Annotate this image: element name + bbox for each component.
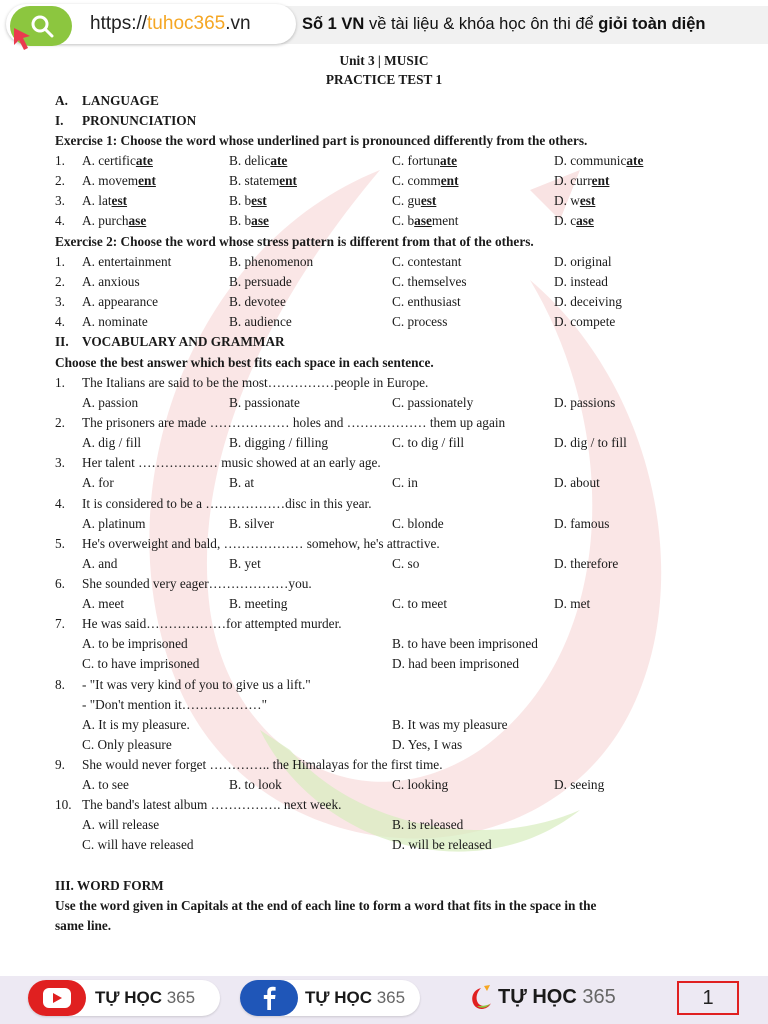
option-d: D. will be released xyxy=(392,837,492,852)
option-b: B. best xyxy=(229,193,267,208)
option-a: A. certificate xyxy=(82,153,153,168)
option-a: A. It is my pleasure. xyxy=(82,717,190,732)
question-text-line-2: - "Don't mention it………………" xyxy=(82,697,267,712)
option-d: D. case xyxy=(554,213,594,228)
site-header xyxy=(0,0,768,52)
facebook-label: TỰ HỌC 365 xyxy=(305,988,406,1007)
section-a-number: A. xyxy=(55,93,68,108)
item-number: 3. xyxy=(55,193,65,208)
option-a: A. meet xyxy=(82,596,125,611)
option-b: B. is released xyxy=(392,817,464,832)
option-c: C. so xyxy=(392,556,420,571)
option-d: D. passions xyxy=(554,395,616,410)
option-a: A. platinum xyxy=(82,516,146,531)
question-number: 2. xyxy=(55,415,65,430)
option-c: C. comment xyxy=(392,173,459,188)
option-c: C. looking xyxy=(392,777,449,792)
exercise-2-instruction: Exercise 2: Choose the word whose stress pattern is different from that of the others. xyxy=(55,234,534,249)
option-c: C. to meet xyxy=(392,596,448,611)
question-number: 1. xyxy=(55,375,65,390)
option-c: C. process xyxy=(392,314,448,329)
item-number: 2. xyxy=(55,274,65,289)
option-b: B. persuade xyxy=(229,274,292,289)
youtube-badge xyxy=(28,980,86,1016)
word-form-instruction-line-1: Use the word given in Capitals at the end of each line to form a word that fits in the space in the xyxy=(55,898,597,913)
option-a: A. and xyxy=(82,556,118,571)
option-b: B. It was my pleasure xyxy=(392,717,508,732)
option-d: D. Yes, I was xyxy=(392,737,463,752)
section-i-heading: PRONUNCIATION xyxy=(82,113,197,128)
option-d: D. communicate xyxy=(554,153,644,168)
word-form-instruction-line-2: same line. xyxy=(55,918,112,933)
option-b: B. digging / filling xyxy=(229,435,328,450)
option-b: B. yet xyxy=(229,556,261,571)
option-c: C. fortunate xyxy=(392,153,457,168)
facebook-icon xyxy=(240,980,298,1016)
question-text: He was said………………for attempted murder. xyxy=(82,616,342,631)
option-a: A. latest xyxy=(82,193,128,208)
option-c: C. guest xyxy=(392,193,437,208)
option-a: A. to be imprisoned xyxy=(82,636,188,651)
option-d: D. dig / to fill xyxy=(554,435,627,450)
option-b: B. to look xyxy=(229,777,282,792)
question-number: 7. xyxy=(55,616,65,631)
youtube-icon xyxy=(28,980,86,1016)
option-d: D. current xyxy=(554,173,610,188)
section-iii-heading: III. WORD FORM xyxy=(55,878,164,893)
facebook-button[interactable] xyxy=(240,980,420,1016)
option-d: D. west xyxy=(554,193,596,208)
option-b: B. passionate xyxy=(229,395,300,410)
site-tagline: Số 1 VN về tài liệu & khóa học ôn thi để giỏi toàn diện xyxy=(302,15,706,33)
option-d: D. met xyxy=(554,596,591,611)
option-c: C. basement xyxy=(392,213,459,228)
question-text: The Italians are said to be the most……………people in Europe. xyxy=(82,375,429,390)
page-number: 1 xyxy=(677,981,739,1015)
option-a: A. will release xyxy=(82,817,160,832)
option-d: D. instead xyxy=(554,274,608,289)
option-c: C. blonde xyxy=(392,516,444,531)
option-d: D. seeing xyxy=(554,777,605,792)
question-text: He's overweight and bald, ……………… somehow, he's attractive. xyxy=(82,536,440,551)
option-b: B. devotee xyxy=(229,294,286,309)
option-b: B. statement xyxy=(229,173,297,188)
option-a: A. anxious xyxy=(82,274,140,289)
section-a-heading: LANGUAGE xyxy=(82,93,159,108)
youtube-button[interactable] xyxy=(28,980,220,1016)
unit-title: Unit 3 | MUSIC xyxy=(339,53,429,68)
item-number: 2. xyxy=(55,173,65,188)
youtube-label: TỰ HỌC 365 xyxy=(95,988,196,1007)
option-c: C. enthusiast xyxy=(392,294,461,309)
option-c: C. contestant xyxy=(392,254,462,269)
option-a: A. entertainment xyxy=(82,254,172,269)
option-d: D. original xyxy=(554,254,612,269)
page-footer xyxy=(0,976,768,1024)
question-text: She sounded very eager………………you. xyxy=(82,576,312,591)
site-url[interactable]: https://tuhoc365.vn xyxy=(90,13,251,34)
option-a: A. nominate xyxy=(82,314,148,329)
exercise-1-instruction: Exercise 1: Choose the word whose underlined part is pronounced differently from the others. xyxy=(55,133,588,148)
option-b: B. silver xyxy=(229,516,275,531)
option-c: C. Only pleasure xyxy=(82,737,172,752)
item-number: 4. xyxy=(55,213,65,228)
question-text: Her talent ……………… music showed at an early age. xyxy=(82,455,381,470)
option-d: D. famous xyxy=(554,516,610,531)
question-text: The prisoners are made ……………… holes and ……………… them up again xyxy=(82,415,506,430)
option-a: A. appearance xyxy=(82,294,159,309)
item-number: 4. xyxy=(55,314,65,329)
question-number: 10. xyxy=(55,797,72,812)
option-a: A. dig / fill xyxy=(82,435,142,450)
question-number: 6. xyxy=(55,576,65,591)
option-d: D. deceiving xyxy=(554,294,622,309)
option-c: C. in xyxy=(392,475,418,490)
question-number: 8. xyxy=(55,677,65,692)
option-b: B. audience xyxy=(229,314,292,329)
option-a: A. passion xyxy=(82,395,139,410)
facebook-badge xyxy=(240,980,298,1016)
option-d: D. compete xyxy=(554,314,616,329)
option-d: D. therefore xyxy=(554,556,619,571)
brand-wordmark: TỰ HỌC 365 xyxy=(498,986,616,1008)
option-d: D. had been imprisoned xyxy=(392,656,520,671)
option-a: A. movement xyxy=(82,173,156,188)
question-text: It is considered to be a ………………disc in this year. xyxy=(82,496,372,511)
option-c: C. passionately xyxy=(392,395,474,410)
item-number: 1. xyxy=(55,254,65,269)
option-b: B. phenomenon xyxy=(229,254,314,269)
option-b: B. meeting xyxy=(229,596,288,611)
option-c: C. to dig / fill xyxy=(392,435,465,450)
section-ii-number: II. xyxy=(55,334,69,349)
cursor-icon xyxy=(6,22,38,54)
question-text: - "It was very kind of you to give us a lift." xyxy=(82,677,311,692)
question-number: 4. xyxy=(55,496,65,511)
test-title: PRACTICE TEST 1 xyxy=(325,72,443,87)
option-b: B. delicate xyxy=(229,153,288,168)
option-b: B. base xyxy=(229,213,269,228)
option-c: C. themselves xyxy=(392,274,467,289)
question-text: The band's latest album ……………. next week. xyxy=(82,797,342,812)
option-a: A. purchase xyxy=(82,213,147,228)
option-d: D. about xyxy=(554,475,600,490)
item-number: 3. xyxy=(55,294,65,309)
vocab-instruction: Choose the best answer which best fits each space in each sentence. xyxy=(55,355,434,370)
question-number: 5. xyxy=(55,536,65,551)
question-number: 9. xyxy=(55,757,65,772)
option-b: B. to have been imprisoned xyxy=(392,636,538,651)
option-a: A. for xyxy=(82,475,114,490)
option-a: A. to see xyxy=(82,777,129,792)
option-c: C. will have released xyxy=(82,837,194,852)
item-number: 1. xyxy=(55,153,65,168)
section-i-number: I. xyxy=(55,113,64,128)
question-text: She would never forget ………….. the Himalayas for the first time. xyxy=(82,757,443,772)
option-b: B. at xyxy=(229,475,255,490)
question-number: 3. xyxy=(55,455,65,470)
section-ii-heading: VOCABULARY AND GRAMMAR xyxy=(82,334,285,349)
tuhoc-logo-icon xyxy=(468,984,494,1012)
option-c: C. to have imprisoned xyxy=(82,656,200,671)
